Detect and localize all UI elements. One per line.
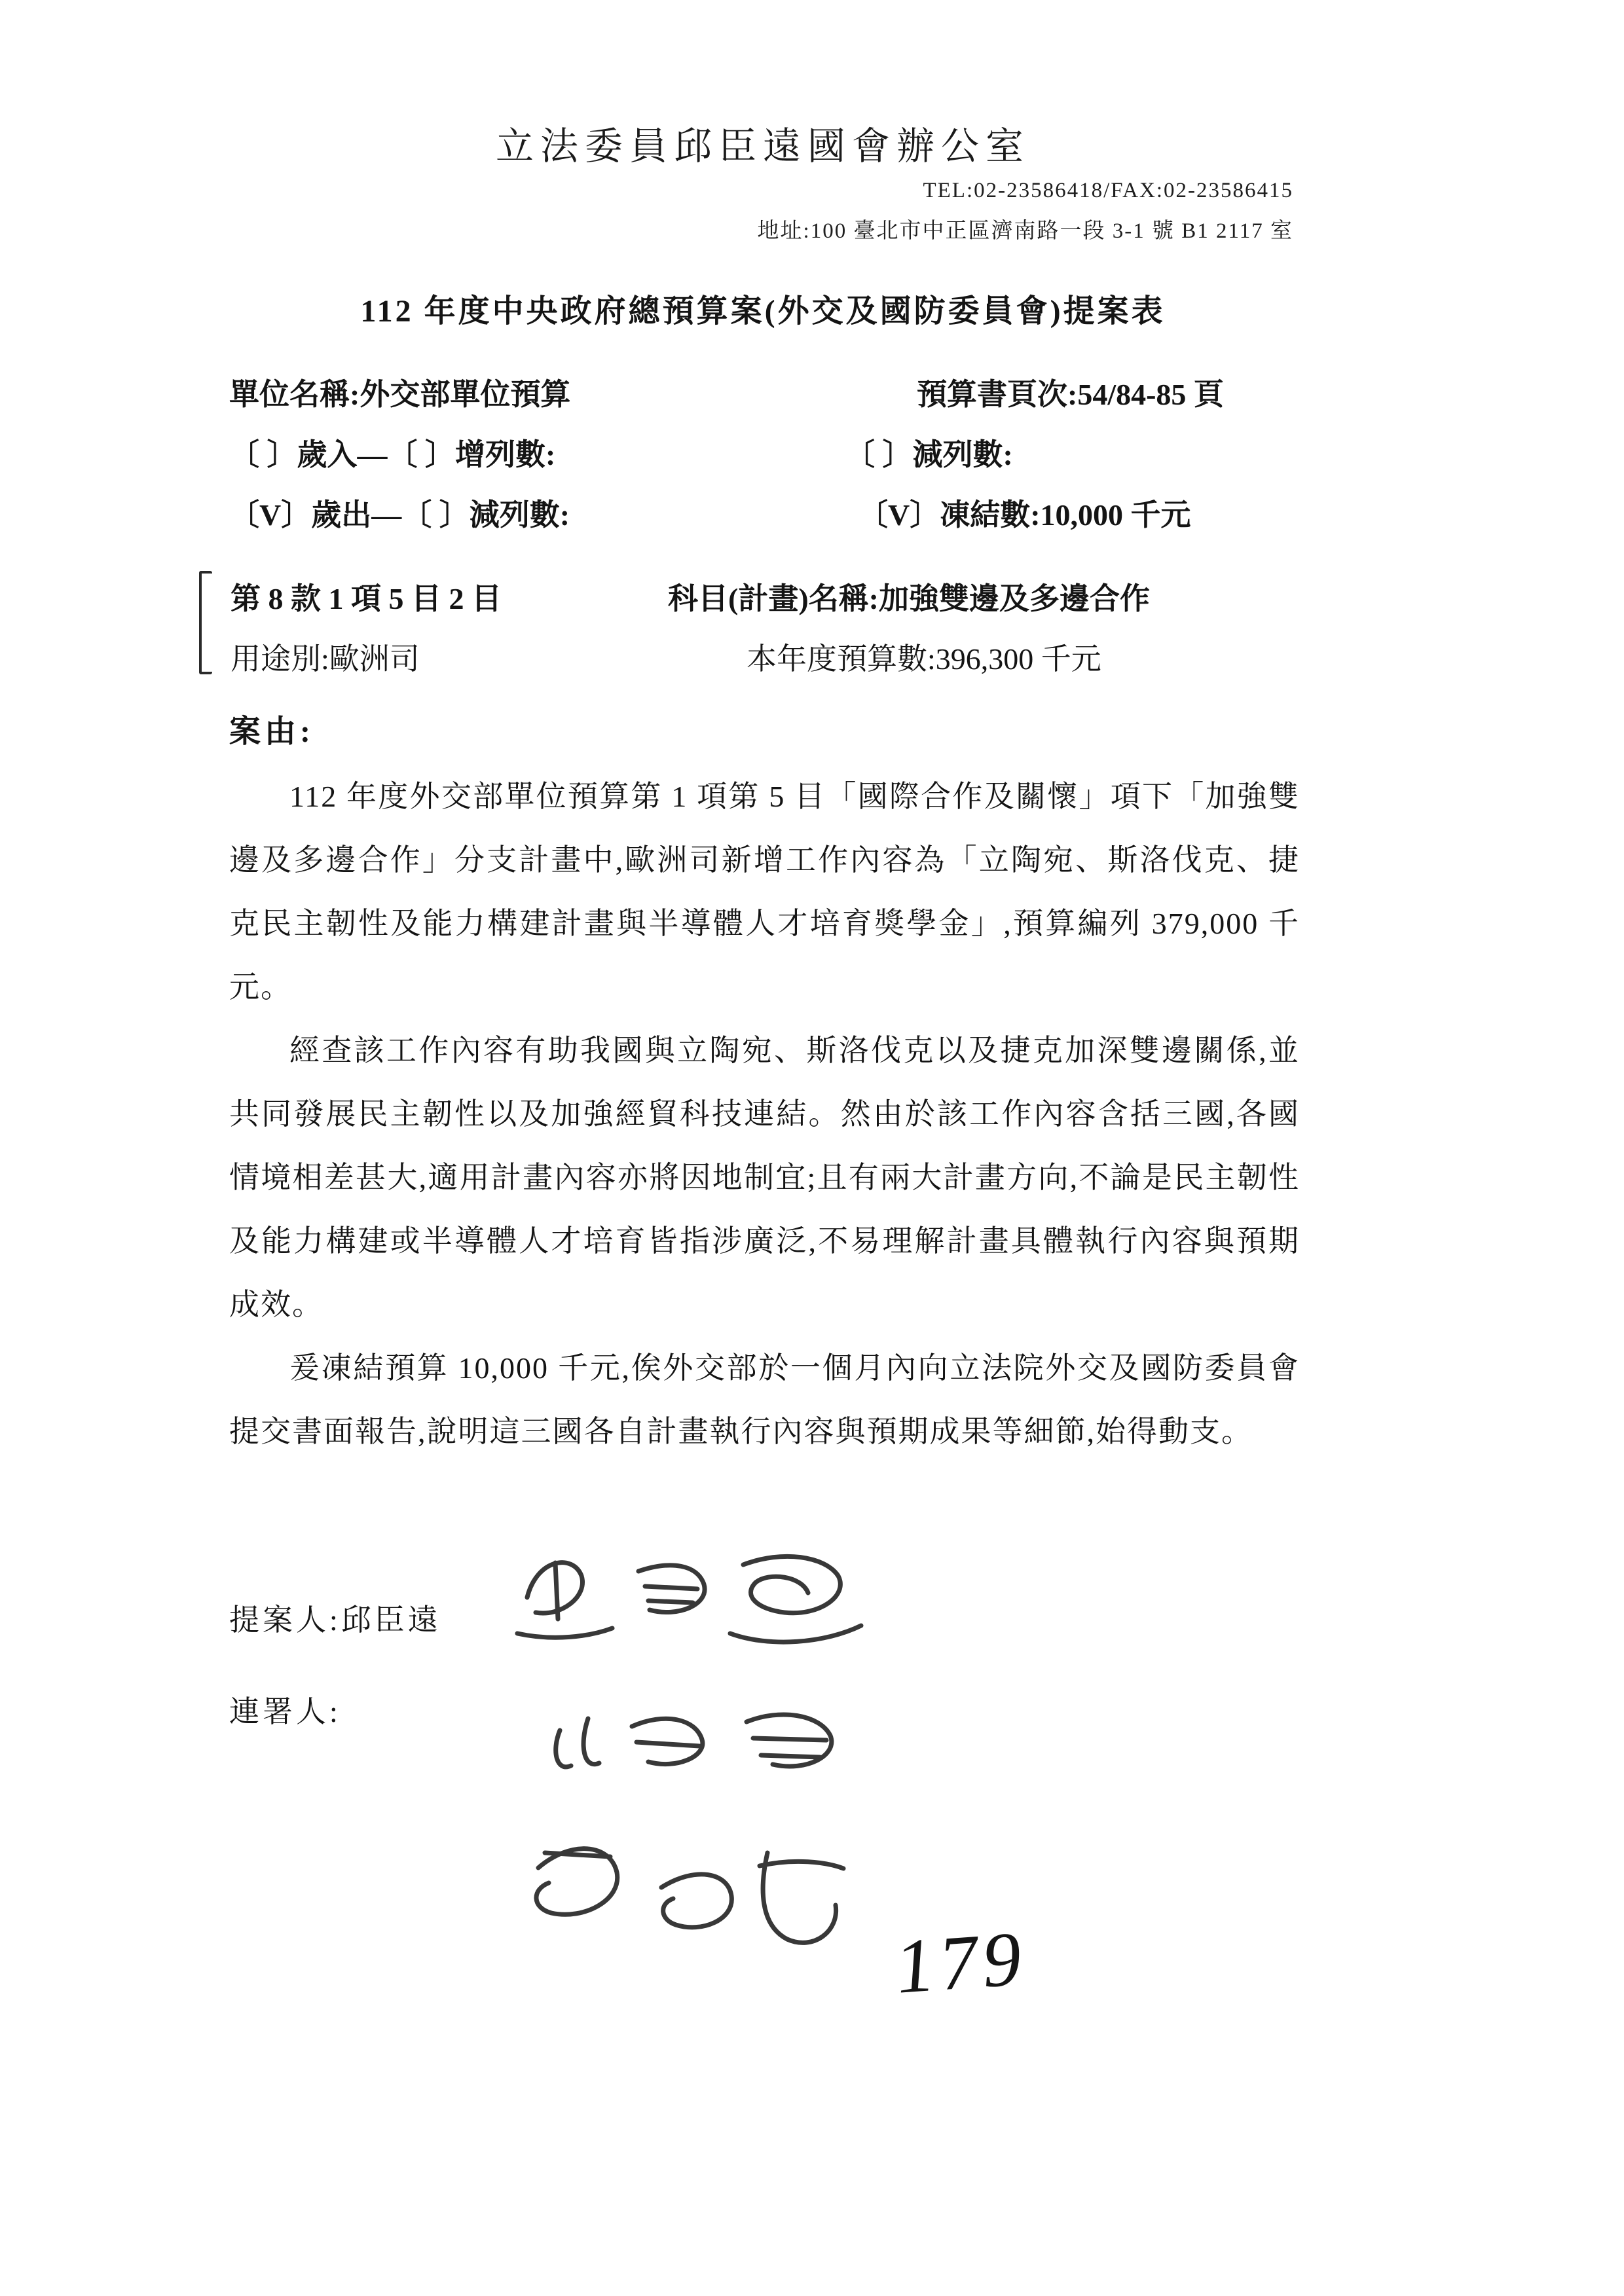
case-paragraph: 經查該工作內容有助我國與立陶宛、斯洛伐克以及捷克加深雙邊關係,並共同發展民主韌性以及加強經貿科技連結。然由於該工作內容含括三國,各國情境相差甚大,適用計畫內容亦將因地制宜;且有兩大計畫方向,不論是民主韌性及能力構建或半導體人才培育皆指涉廣泛,不易理解計畫具體執行內容與預期成效。 xyxy=(229,1034,1300,1321)
unit-name: 單位名稱:外交部單位預算 xyxy=(229,378,571,411)
budget-book-page: 預算書頁次:54/84-85 頁 xyxy=(917,378,1224,411)
usage-type: 用途別:歐洲司 xyxy=(231,642,420,676)
proposer-label: 提案人:邱臣遠 xyxy=(229,1603,441,1637)
subject-name: 科目(計畫)名稱:加強雙邊及多邊合作 xyxy=(668,582,1150,615)
case-heading: 案由: xyxy=(229,714,314,749)
case-body xyxy=(229,765,1300,1463)
freeze-amount-field: 〔V〕凍結數:10,000 千元 xyxy=(858,498,1191,532)
address-line: 地址:100 臺北市中正區濟南路一段 3-1 號 B1 2117 室 xyxy=(757,219,1293,243)
office-title: 立法委員邱臣遠國會辦公室 xyxy=(495,125,1030,168)
tel-fax-line: TEL:02-23586418/FAX:02-23586415 xyxy=(923,179,1293,202)
form-title: 112 年度中央政府總預算案(外交及國防委員會)提案表 xyxy=(360,294,1166,329)
case-paragraph: 爰凍結預算 10,000 千元,俟外交部於一個月內向立法院外交及國防委員會提交書面報告,說明這三國各自計畫執行內容與預期成果等細節,始得動支。 xyxy=(229,1351,1300,1448)
contact-block xyxy=(758,170,1293,251)
proposer-signature xyxy=(498,1535,877,1663)
item-code: 第 8 款 1 項 5 目 2 目 xyxy=(231,582,502,615)
revenue-checkbox-row: 〔 〕歲入—〔 〕增列數: xyxy=(229,438,556,471)
cosigner-signature-2 xyxy=(511,1825,851,1966)
case-paragraph: 112 年度外交部單位預算第 1 項第 5 目「國際合作及關懷」項下「加強雙邊及多邊合作」分支計畫中,歐洲司新增工作內容為「立陶宛、斯洛伐克、捷克民主韌性及能力構建計畫與半導體人才培育獎學金」,預算編列 379,000 千元。 xyxy=(229,780,1300,1004)
handwritten-page-number: 179 xyxy=(893,1914,1031,2011)
cosigner-signature-1 xyxy=(537,1692,864,1800)
cosigner-label: 連署人: xyxy=(229,1695,341,1728)
annual-budget: 本年度預算數:396,300 千元 xyxy=(747,642,1101,676)
item-bracket xyxy=(199,571,212,674)
expense-checkbox-row: 〔V〕歲出—〔 〕減列數: xyxy=(229,498,570,532)
revenue-decrease-field: 〔 〕減列數: xyxy=(845,438,1013,471)
